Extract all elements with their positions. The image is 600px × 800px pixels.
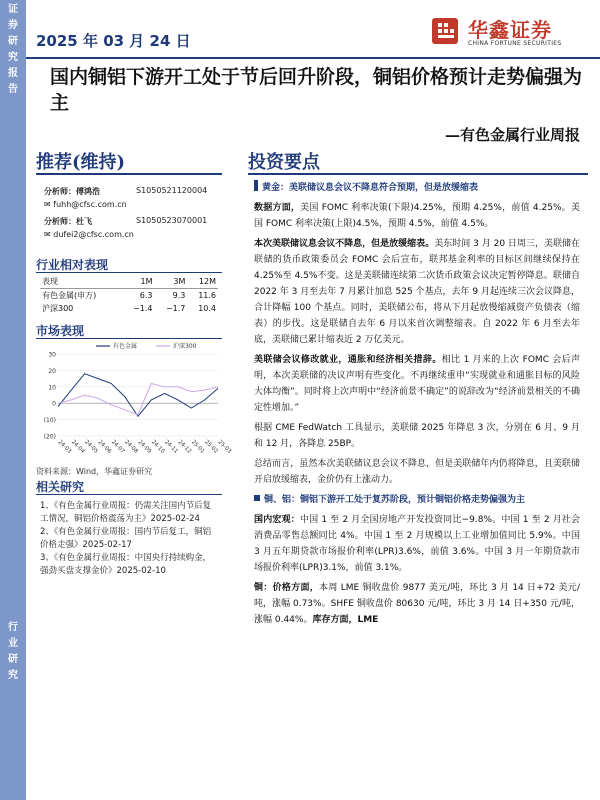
report-date: 2025 年 03 月 24 日 — [36, 32, 191, 50]
x-tick-label: 24-05 — [83, 439, 99, 455]
rating-rule — [36, 173, 222, 175]
table-cell: 沪深300 — [42, 304, 74, 313]
paragraph-copper: 铜：价格方面，本周 LME 铜收盘价 9877 美元/吨，环比 3 月 14 日+72 美元/吨，涨幅 0.73%。SHFE 铜收盘价 80630 元/吨，环比 3 月 14 日+350 元/吨，涨幅 0.44%。库存方面，LME — [254, 583, 580, 625]
perf-table — [40, 275, 218, 315]
y-tick-label: 10 — [48, 384, 56, 392]
table-header: 12M — [187, 275, 218, 289]
market-rule — [36, 338, 222, 339]
copper-heading: 铜、铝：铜铝下游开工处于复苏阶段，预计铜铝价格走势偏强为主 — [254, 492, 580, 508]
x-tick-label: 24-07 — [109, 439, 126, 455]
paragraph-summary: 总结而言，虽然本次美联储议息会议不降息，但是美联储年内仍将降息，且美联储开启放缓缩表，金价仍有上涨动力。 — [254, 459, 580, 485]
y-tick-label: 20 — [48, 367, 56, 375]
research-rule — [36, 494, 222, 495]
x-tick-label: 25-01 — [189, 439, 206, 455]
table-cell: 11.6 — [198, 291, 216, 300]
related-reports — [40, 500, 216, 578]
table-row — [40, 289, 218, 303]
analyst-2 — [44, 216, 208, 227]
side-label-top: 证 券 研 究 报 告 — [8, 4, 18, 95]
y-tick-label: (10) — [43, 417, 56, 425]
gold-heading: 黄金：美联储议息会议不降息符合预期，但是放缓缩表 — [254, 180, 580, 196]
rating: 推荐(维持) — [36, 152, 126, 173]
series-line-0 — [58, 374, 218, 417]
table-cell: −1.4 — [133, 304, 153, 313]
table-header: 1M — [122, 275, 155, 289]
analyst-1-email-row — [44, 200, 127, 209]
analyst-2-email[interactable]: dufei2@cfsc.com.cn — [53, 230, 134, 239]
x-tick-label: 24-04 — [69, 439, 86, 455]
table-header-row — [40, 275, 218, 289]
research-title: 相关研究 — [36, 480, 85, 494]
table-cell: 6.3 — [139, 291, 153, 300]
investment-heading: 投资要点 — [248, 152, 320, 173]
y-tick-label: 30 — [48, 351, 56, 359]
mail-icon: ✉ — [44, 230, 51, 239]
investment-body — [254, 180, 580, 632]
list-item[interactable]: 2、《有色金属行业周报：国内节后复工，铜铝价格走强》2025-02-17 — [40, 527, 212, 550]
logo-name: 华鑫证券 — [468, 18, 552, 42]
analyst-1-name: 分析师：傅鸿浩 — [44, 187, 100, 196]
paragraph-fedwatch: 根据 CME FedWatch 工具显示，美联储 2025 年降息 3 次，分别在 6 月、9 月和 12 月，各降息 25BP。 — [254, 423, 580, 449]
bullet-bar-icon — [254, 180, 258, 191]
x-tick-label: 25-02 — [203, 439, 219, 455]
market-chart — [36, 340, 233, 470]
analyst-1 — [44, 186, 208, 197]
chart-source: 资料来源：Wind，华鑫证券研究 — [36, 467, 153, 476]
paragraph-fomc: 本次美联储议息会议不降息，但是放缓缩表。美东时间 3 月 20 日周三，美联储在联储的货币政策委员会 FOMC 会后宣布，联邦基金利率的目标区间继续保持在 4.25%至 4.5%不变。这是美联储连续第二次货币政策会议决定暂停降息。联储自 2022 年 3 月至去年 7 月累计加息 525 个基点，去年 9 月起连续三次会议降息，合计降幅 100 个基点。同时，美联储公布，将从下月起放慢缩减资产负债表（缩表）的步伐。这是联储自去年 6 月以来首次调整缩表。自 2022 年 6 月至去年底，美联储已累计缩表近 2 万亿美元。 — [254, 239, 581, 345]
side-label-bottom: 行 业 研 究 — [8, 622, 18, 681]
x-tick-label: 24-03 — [56, 439, 73, 455]
investment-rule — [248, 173, 588, 175]
analyst-2-code: S1050523070001 — [136, 216, 208, 225]
table-cell: 9.3 — [172, 291, 186, 300]
table-row — [40, 302, 218, 315]
table-cell: 有色金属(申万) — [42, 291, 97, 300]
report-title: 国内铜铝下游开工处于节后回升阶段，铜铝价格预计走势偏强为主 — [50, 66, 583, 114]
mail-icon: ✉ — [44, 200, 51, 209]
table-header: 表现 — [40, 275, 122, 289]
report-subtitle: —有色金属行业周报 — [444, 126, 580, 144]
x-tick-label: 24-11 — [163, 439, 179, 455]
perf-title: 行业相对表现 — [36, 258, 109, 272]
market-title: 市场表现 — [36, 324, 85, 338]
paragraph-data: 数据方面，美国 FOMC 利率决策(下限)4.25%，预期 4.25%，前值 4.25%。美国 FOMC 利率决策(上限)4.5%，预期 4.5%，前值 4.5%。 — [254, 203, 580, 229]
analyst-1-code: S1050521120004 — [136, 186, 208, 195]
analyst-2-name: 分析师：杜飞 — [44, 217, 92, 226]
analyst-1-email[interactable]: fuhh@cfsc.com.cn — [53, 200, 127, 209]
y-tick-label: 0 — [52, 400, 56, 408]
series-line-1 — [58, 384, 218, 415]
x-tick-label: 24-06 — [96, 439, 113, 455]
table-cell: 10.4 — [198, 304, 216, 313]
x-tick-label: 24-10 — [149, 439, 166, 455]
x-tick-label: 24-08 — [123, 439, 139, 455]
x-tick-label: 25-03 — [216, 439, 233, 455]
analyst-2-email-row — [44, 230, 134, 239]
paragraph-wording: 美联储会议修改就业，通胀和经济相关措辞。相比 1 月来的上次 FOMC 会后声明，本次美联储的决议声明有些变化。不再继续重申“实现就业和通胀目标的风险大体均衡”。同时将上次声明中“经济前景不确定”的说辞改为“经济前景相关的不确定性增加。” — [254, 355, 580, 413]
legend-label: 有色金属 — [113, 343, 138, 350]
x-tick-label: 24-12 — [176, 439, 193, 455]
y-tick-label: (20) — [43, 433, 56, 441]
list-item[interactable]: 3、《有色金属行业周报：中国央行持续购金，强劲买盘支撑金价》2025-02-10 — [40, 553, 212, 576]
bullet-square-icon — [254, 495, 260, 501]
table-header: 3M — [155, 275, 188, 289]
table-cell: −1.7 — [165, 304, 186, 313]
x-tick-label: 24-09 — [136, 439, 153, 455]
paragraph-macro: 国内宏观：中国 1 至 2 月全国房地产开发投资同比−9.8%。中国 1 至 2 月社会消费品零售总额同比 4%。中国 1 至 2 月规模以上工业增加值同比 5.9%。中国 3 月五年期贷款市场报价利率(LPR)3.6%，前值 3.6%。中国 3 月一年期贷款市场报价利率(LPR)3.1%，前值 3.1%。 — [254, 515, 580, 573]
company-logo — [430, 14, 580, 52]
list-item[interactable]: 1、《有色金属行业周报：仍需关注国内节后复工情况，铜铝价格震荡为主》2025-02-24 — [40, 501, 212, 524]
perf-rule — [36, 272, 222, 273]
legend-label: 沪深300 — [173, 343, 197, 350]
logo-english: CHINA FORTUNE SECURITIES — [468, 40, 562, 47]
logo-mark-icon — [430, 16, 460, 46]
header-rule — [26, 57, 600, 59]
